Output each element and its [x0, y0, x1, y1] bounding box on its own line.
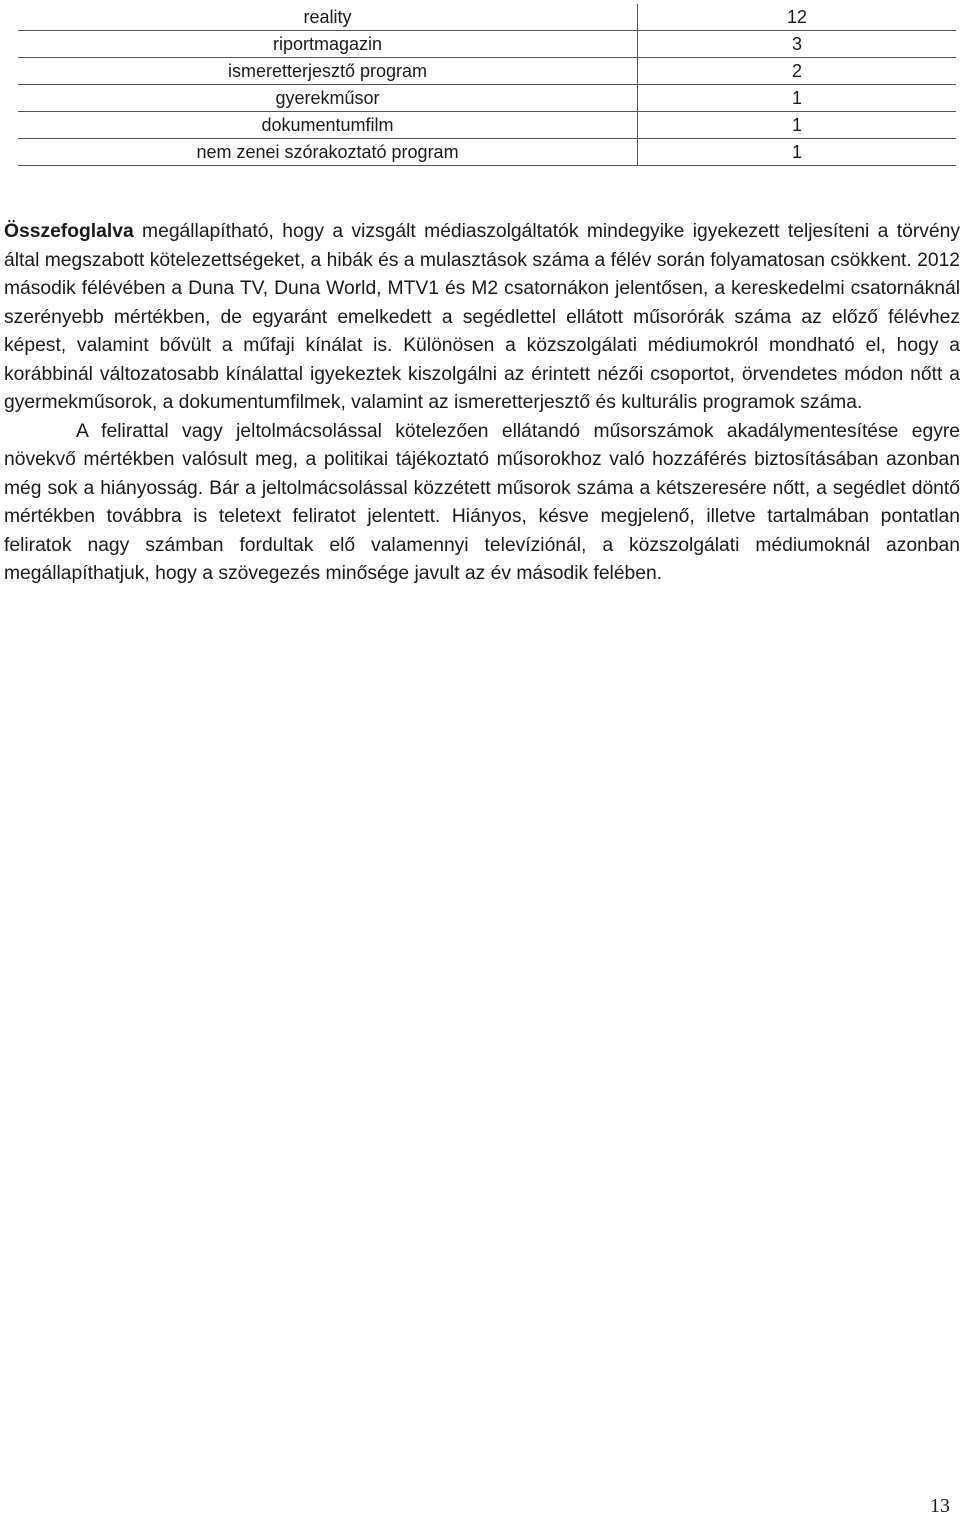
genre-table-body	[18, 4, 956, 166]
table-row	[18, 58, 956, 85]
genre-cell: gyerekműsor	[18, 85, 638, 112]
genre-cell: reality	[18, 4, 638, 31]
count-cell: 2	[638, 58, 957, 85]
genre-cell: ismeretterjesztő program	[18, 58, 638, 85]
table-row	[18, 139, 956, 166]
summary-section	[4, 218, 960, 589]
count-cell: 1	[638, 112, 957, 139]
table-row	[18, 112, 956, 139]
genre-cell: riportmagazin	[18, 31, 638, 58]
table-row	[18, 31, 956, 58]
count-cell: 12	[638, 4, 957, 31]
page-number: 13	[930, 1495, 950, 1517]
count-cell: 3	[638, 31, 957, 58]
table-row	[18, 4, 956, 31]
table-row	[18, 85, 956, 112]
genre-cell: dokumentumfilm	[18, 112, 638, 139]
count-cell: 1	[638, 139, 957, 166]
count-cell: 1	[638, 85, 957, 112]
genre-count-table	[18, 4, 956, 166]
genre-cell: nem zenei szórakoztató program	[18, 139, 638, 166]
summary-lead-word: Összefoglalva	[4, 221, 134, 242]
summary-paragraph-2: A felirattal vagy jeltolmácsolással kötelezően ellátandó műsorszámok akadálymentesítése egyre növekvő mértékben valósult meg, a politikai tájékoztató műsorokhoz való hozzáférés biztosításában azonban még sok a hiányosság. Bár a jeltolmácsolással közzétett műsorok száma a kétszeresére nőtt, a segédlet döntő mértékben továbbra is teletext feliratot jelentett. Hiányos, késve megjelenő, illetve tartalmában pontatlan feliratok nagy számban fordultak elő valamennyi televíziónál, a közszolgálati médiumoknál azonban megállapíthatjuk, hogy a szövegezés minősége javult az év második felében.	[4, 420, 960, 584]
summary-paragraph-1	[4, 218, 960, 418]
summary-paragraph-1-text: megállapítható, hogy a vizsgált médiaszolgáltatók mindegyike igyekezett teljesíteni a törvény által megszabott kötelezettségeket, a hibák és a mulasztások száma a félév során folyamatosan csökkent. 2012 második félévében a Duna TV, Duna World, MTV1 és M2 csatornákon jelentősen, a kereskedelmi csatornáknál szerényebb mértékben, de egyaránt emelkedett a segédlettel ellátott műsorórák száma az előző félévhez képest, valamint bővült a műfaji kínálat is. Különösen a közszolgálati médiumokról mondható el, hogy a korábbinál változatosabb kínálattal igyekeztek kiszolgálni az érintett nézői csoportot, örvendetes módon nőtt a gyermekműsorok, a dokumentumfilmek, valamint az ismeretterjesztő és kulturális programok száma.	[4, 221, 960, 413]
